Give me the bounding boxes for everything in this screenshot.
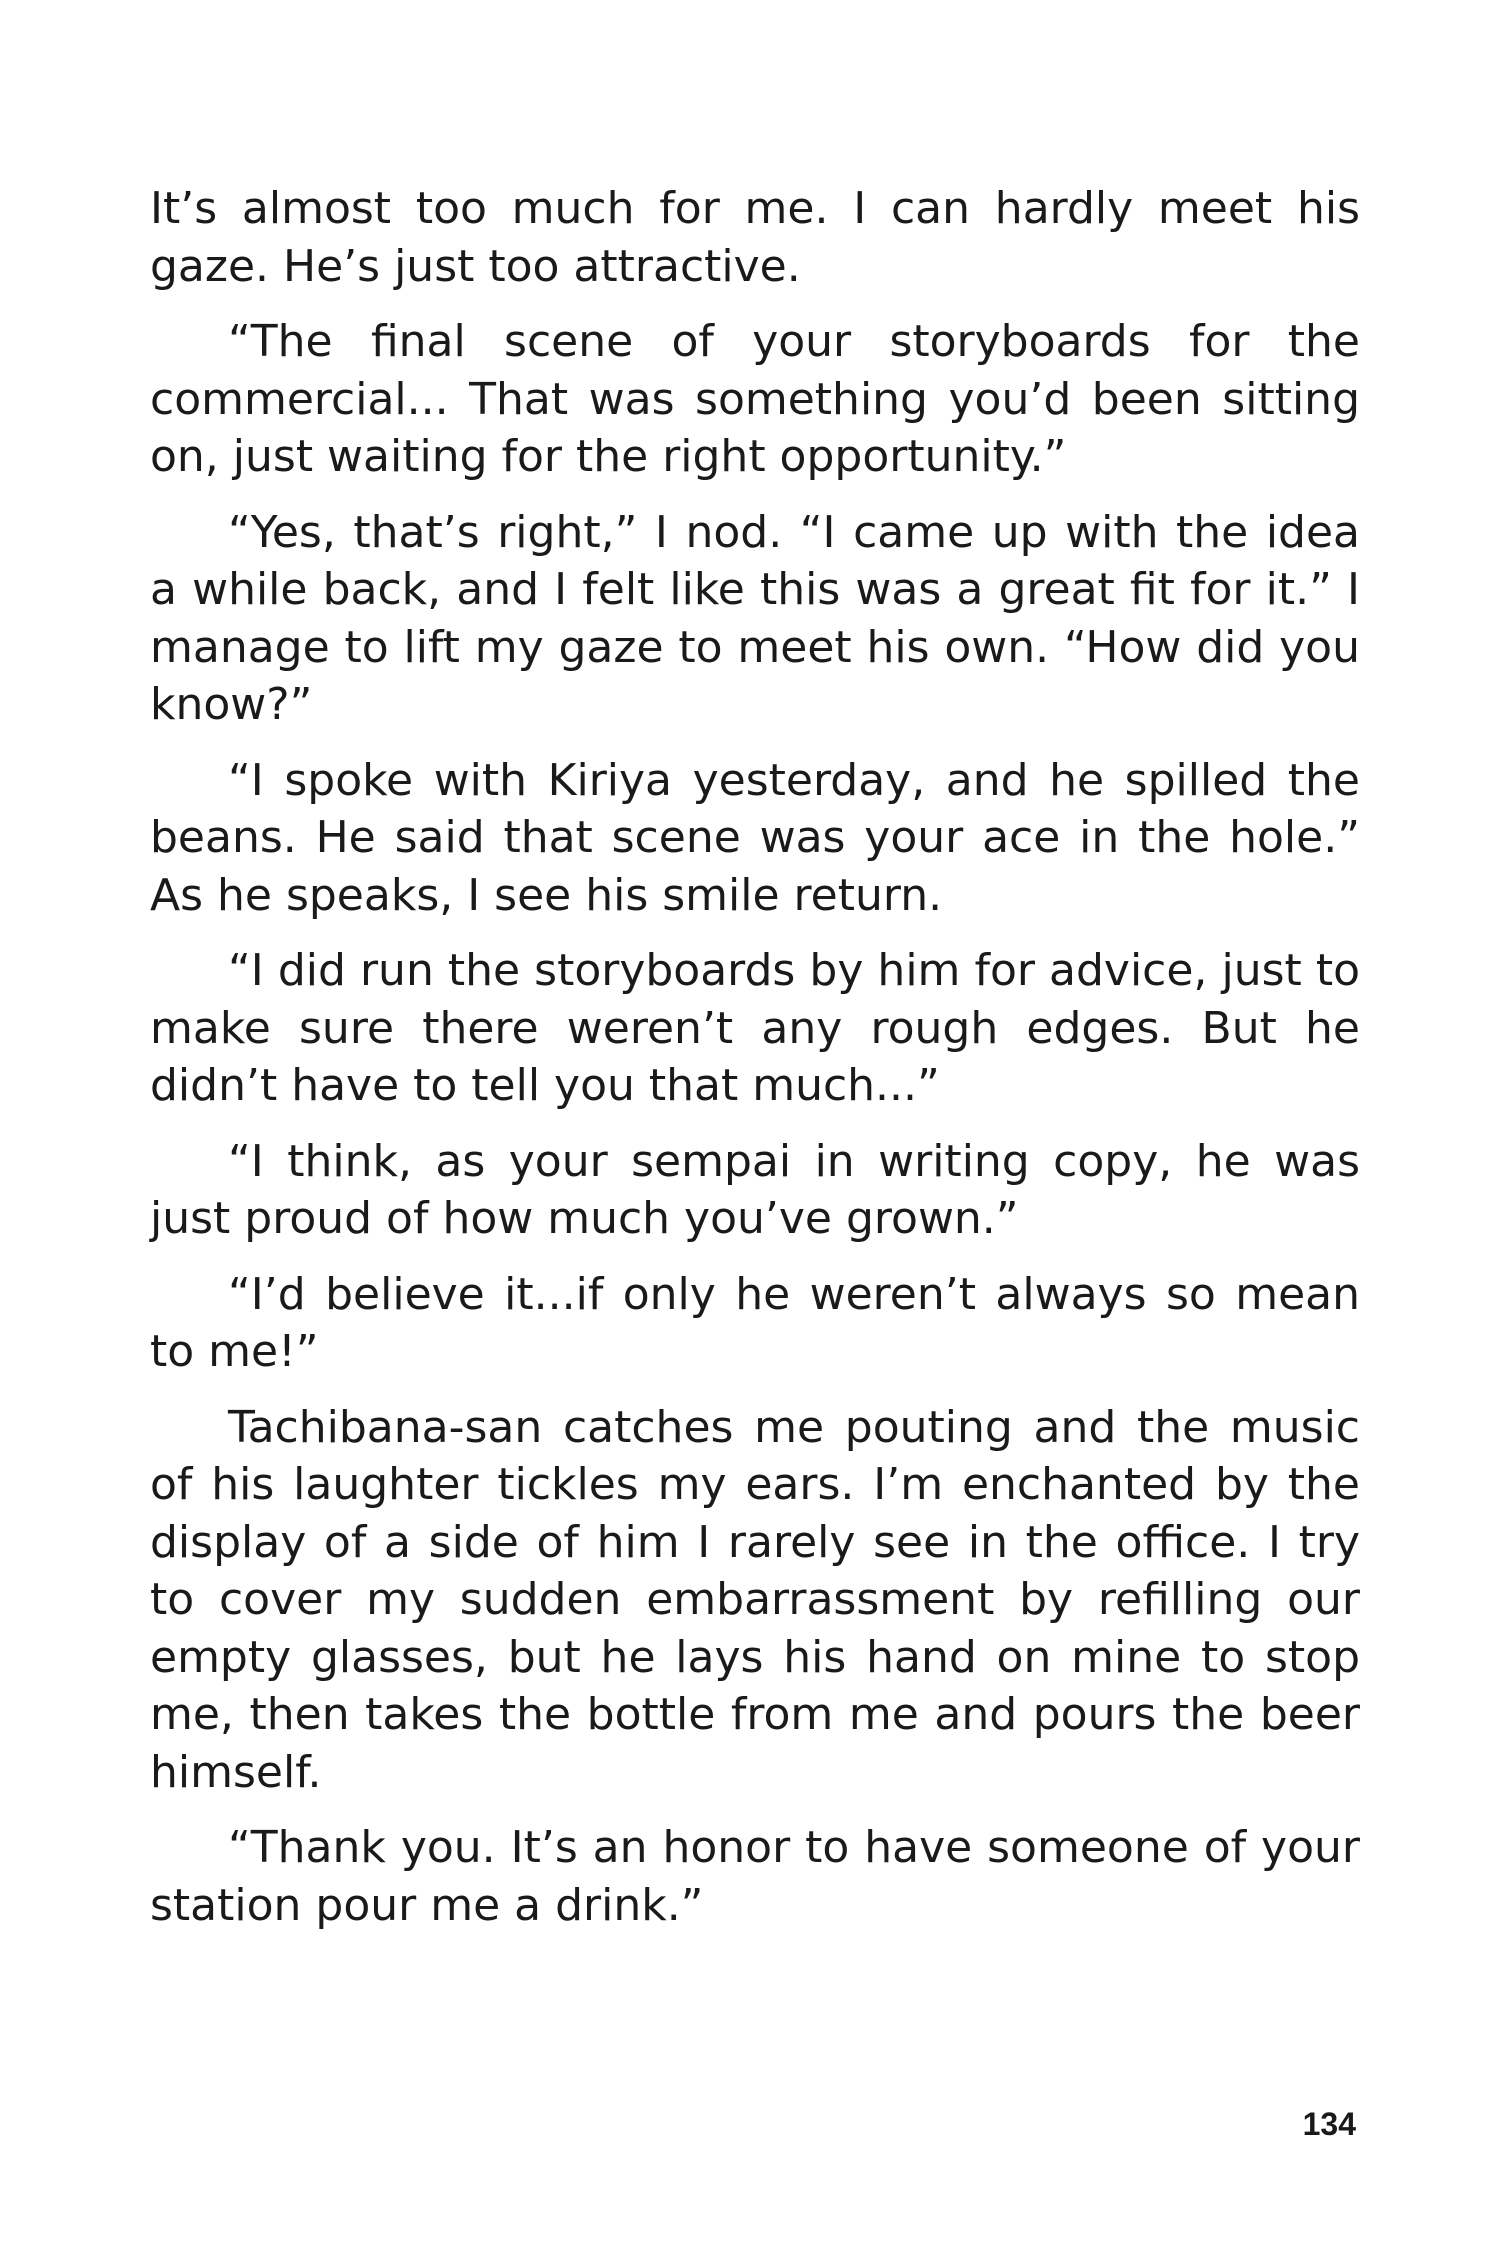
paragraph: “I did run the storyboards by him for advice, just to make sure there weren’t any rough edges. But he didn’t have to tell you that much...” xyxy=(150,945,1360,1111)
paragraph: It’s almost too much for me. I can hardly meet his gaze. He’s just too attractive. xyxy=(150,183,1360,292)
paragraph: “I think, as your sempai in writing copy, he was just proud of how much you’ve grown.” xyxy=(150,1135,1360,1244)
paragraph: “Yes, that’s right,” I nod. “I came up with the idea a while back, and I felt like this was a great fit for it.” I manage to lift my gaze to meet his own. “How did you know?” xyxy=(150,506,1360,730)
page-number: 134 xyxy=(1302,2106,1356,2142)
paragraph: “The final scene of your storyboards for the commercial... That was something you’d been sitting on, just waiting for the right opportunity.” xyxy=(150,316,1360,482)
paragraph: “I spoke with Kiriya yesterday, and he spilled the beans. He said that scene was your ace in the hole.” As he speaks, I see his smile return. xyxy=(150,754,1360,921)
body-text xyxy=(150,180,1360,1952)
paragraph: “I’d believe it...if only he weren’t always so mean to me!” xyxy=(150,1268,1360,1377)
paragraph: “Thank you. It’s an honor to have someone of your station pour me a drink.” xyxy=(150,1822,1360,1931)
paragraph: Tachibana-san catches me pouting and the music of his laughter tickles my ears. I’m enchanted by the display of a side of him I rarely see in the office. I try to cover my sudden embarrassment by refilling our empty glasses, but he lays his hand on mine to stop me, then takes the bottle from me and pours the beer himself. xyxy=(150,1401,1360,1798)
